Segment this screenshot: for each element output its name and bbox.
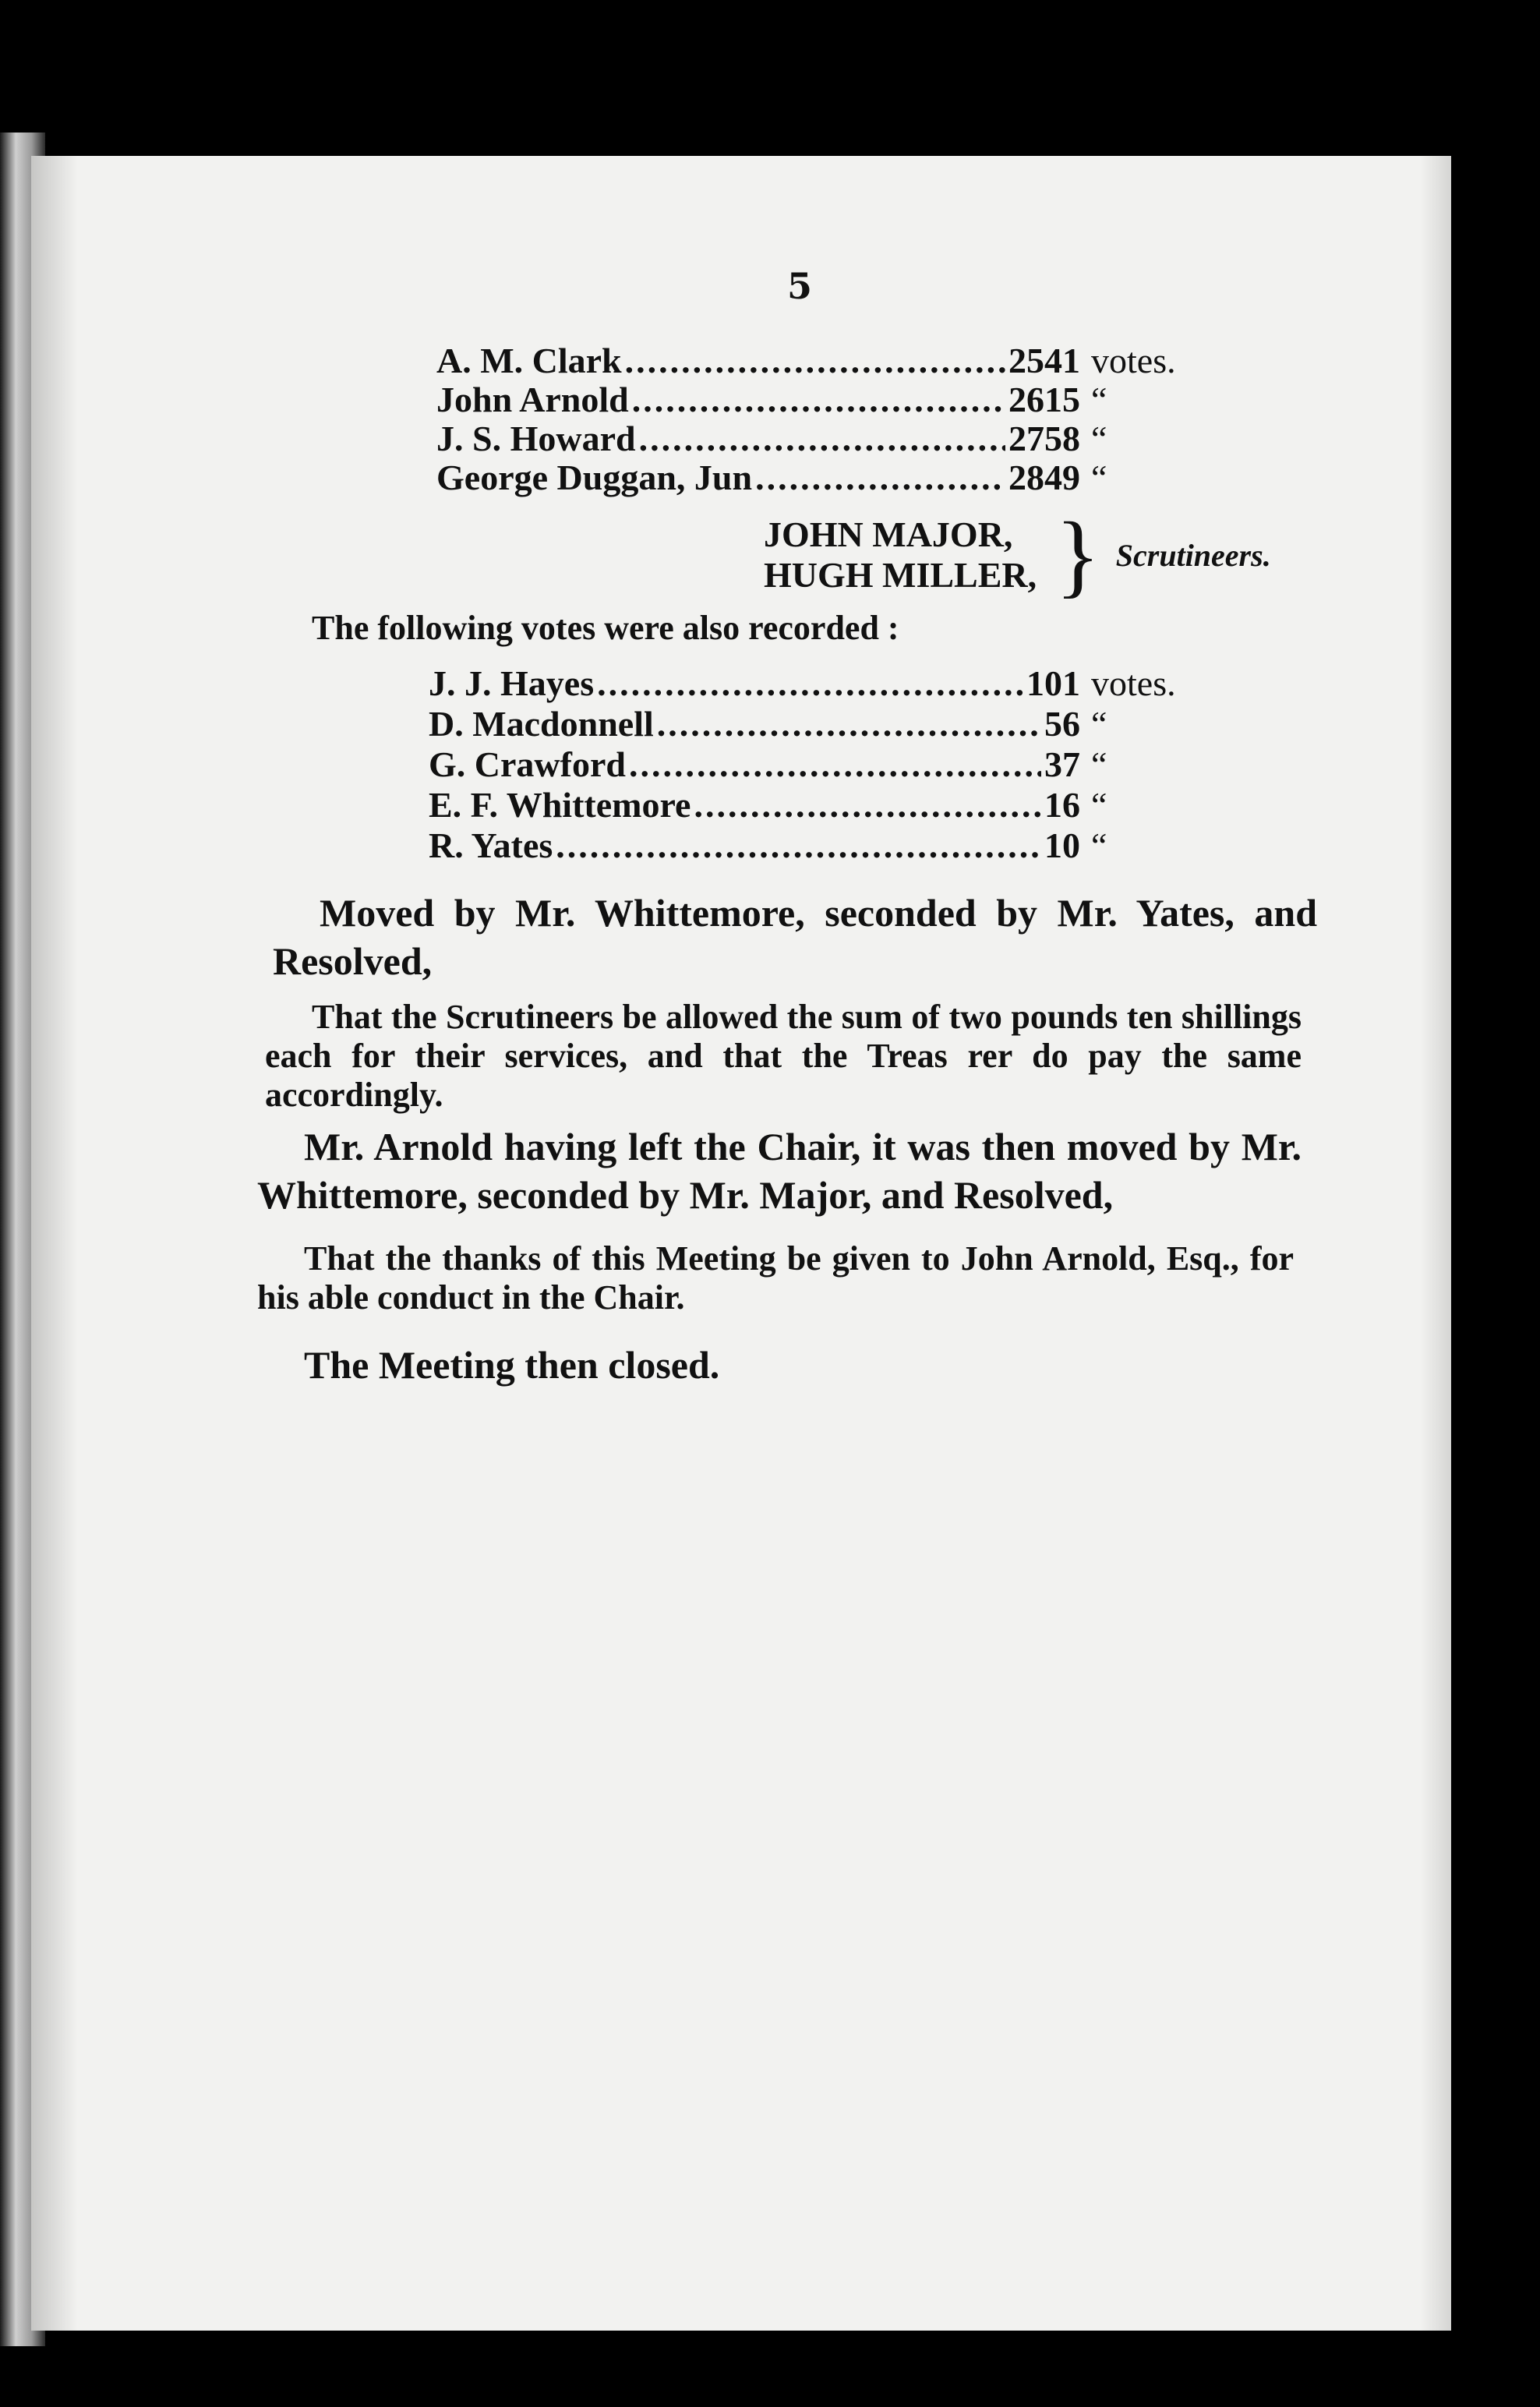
vote-unit: “	[1091, 458, 1107, 497]
page-number: 5	[787, 265, 813, 307]
vote-count: 56	[1044, 704, 1080, 744]
motion-paragraph: Moved by Mr. Whittemore, seconded by Mr. Yates, and Resolved,	[273, 891, 1317, 983]
vote-count: 2758	[1008, 419, 1080, 458]
motion-paragraph: Mr. Arnold having left the Chair, it was then moved by Mr. Whittemore, seconded by Mr. Major, and Resolved,	[257, 1125, 1302, 1217]
vote-count: 16	[1044, 785, 1080, 825]
intro-line: The following votes were also recorded :	[312, 609, 899, 647]
vote-row	[436, 379, 1185, 420]
vote-count: 101	[1026, 663, 1080, 703]
leader-dots	[625, 340, 1005, 381]
vote-count: 37	[1044, 744, 1080, 784]
vote-row	[436, 340, 1185, 381]
document-page	[31, 156, 1451, 2331]
vote-row	[429, 703, 1185, 744]
vote-unit: “	[1091, 419, 1107, 458]
candidate-name: John Arnold	[436, 380, 629, 419]
vote-row	[429, 744, 1185, 785]
brace: }	[1055, 503, 1100, 606]
vote-row	[429, 784, 1185, 825]
leader-dots	[629, 744, 1041, 785]
leader-dots	[632, 379, 1005, 420]
candidate-name: A. M. Clark	[436, 341, 622, 380]
vote-count: 2615	[1008, 380, 1080, 419]
vote-row	[429, 825, 1185, 866]
scrutineers-block	[764, 503, 1271, 606]
vote-count: 2541	[1008, 341, 1080, 380]
candidate-name: J. S. Howard	[436, 419, 636, 458]
resolution-paragraph: That the Scrutineers be allowed the sum of two pounds ten shillings each for their services, and that the Treas rer do pay the same accordingly.	[265, 998, 1302, 1114]
closing-line: The Meeting then closed.	[304, 1343, 720, 1387]
leader-dots	[694, 784, 1041, 825]
leader-dots	[639, 418, 1005, 459]
vote-unit: votes.	[1091, 663, 1176, 703]
vote-unit: “	[1091, 744, 1107, 784]
candidate-name: G. Crawford	[429, 744, 626, 784]
candidate-name: E. F. Whittemore	[429, 785, 691, 825]
candidate-name: D. Macdonnell	[429, 704, 654, 744]
vote-row	[436, 418, 1185, 459]
leader-dots	[657, 703, 1041, 744]
resolution-paragraph: That the thanks of this Meeting be given to John Arnold, Esq., for his able conduct in the Chair.	[257, 1239, 1294, 1317]
candidate-name: R. Yates	[429, 825, 553, 865]
vote-unit: votes.	[1091, 341, 1176, 380]
leader-dots	[755, 457, 1005, 498]
vote-count: 10	[1044, 825, 1080, 865]
candidate-name: J. J. Hayes	[429, 663, 595, 703]
scrutineer-names	[764, 514, 1037, 596]
leader-dots	[597, 663, 1023, 704]
vote-unit: “	[1091, 704, 1107, 744]
candidate-name: George Duggan, Jun	[436, 458, 753, 497]
scrutineer-name: HUGH MILLER,	[764, 555, 1037, 595]
scrutineer-name: JOHN MAJOR,	[764, 514, 1013, 554]
leader-dots	[556, 825, 1041, 866]
vote-row	[429, 663, 1185, 704]
vote-unit: “	[1091, 825, 1107, 865]
vote-row	[436, 457, 1185, 498]
vote-unit: “	[1091, 380, 1107, 419]
vote-unit: “	[1091, 785, 1107, 825]
vote-count: 2849	[1008, 458, 1080, 497]
scrutineers-label: Scrutineers.	[1115, 537, 1271, 573]
